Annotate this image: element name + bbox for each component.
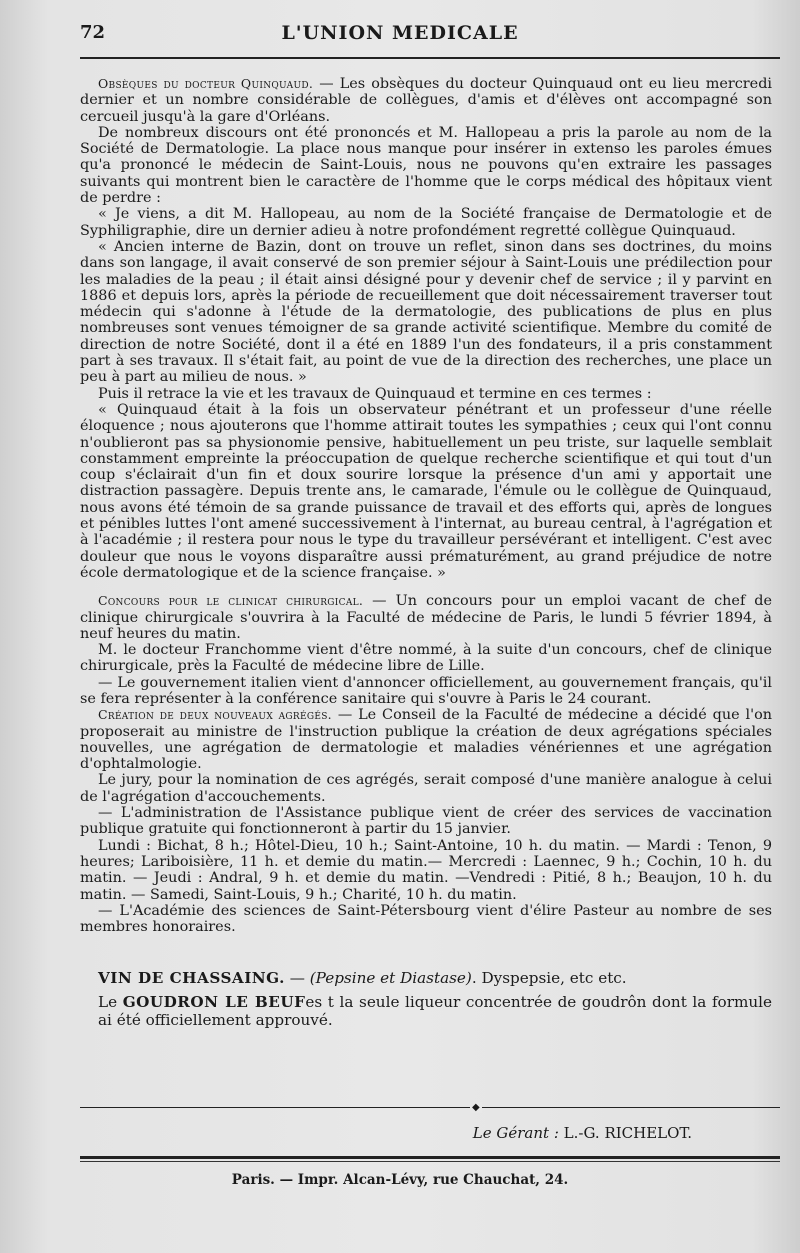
news-italie: — Le gouvernement italien vient d'annoncer officiellement, au gouvernement français, qu'il se fera représenter à la conférence sanitaire qui s'ouvre à Paris le 24 courant. — [80, 674, 772, 707]
obituary-paragraph-6: « Quinquaud était à la fois un observateur pénétrant et un professeur d'une réelle éloquence ; nous ajouterons que l'homme attirait toutes les sympathies ; ceux qui l'ont connu n'oublieront pas sa physionomie pensive, habituellement un peu triste, sur laquelle semblait constamment empreinte la préoccupation de quelque recherche scientifique et qui tout d'un coup s'éclairait d'un fin et doux sourire lorsque la présence d'un ami y apportait une distraction passagère. Depuis trente ans, le camarade, l'émule ou le collègue de Quinquaud, nous avons été témoin de sa grande puissance de travail et des efforts qui, après de longues et pénibles luttes l'ont amené successivement à l'internat, au bureau central, à l'agrégation et à l'académie ; il restera pour nous le type du travailleur persévérant et intelligent. C'est avec douleur que nous le voyons disparaître aussi prématurément, au grand préjudice de notre école dermatologique et de la science française. » — [80, 401, 772, 581]
news-academie: — L'Académie des sciences de Saint-Pétersbourg vient d'élire Pasteur au nombre de ses membres honoraires. — [80, 902, 772, 936]
creation-heading: Création de deux nouveaux agrégés. — [98, 707, 332, 723]
gerant-label: Le Gérant : — [472, 1124, 559, 1142]
section-gap — [80, 581, 772, 593]
concours-text: — Un concours pour un emploi vacant de chef de clinique chirurgicale s'ouvrira à la Faculté de médecine de Paris, le lundi 5 février 1894, à neuf heures du matin. — [80, 593, 773, 642]
page-number: 72 — [80, 22, 106, 43]
obituary-intro — [80, 76, 772, 125]
footer-rule-ornamented — [80, 1102, 780, 1113]
ad-vin-rest: . Dyspepsie, etc etc. — [471, 969, 627, 988]
ad-vin-dash: — — [284, 969, 310, 988]
news-concours — [80, 593, 772, 642]
ad-goudron-pre: Le — [98, 993, 123, 1012]
advertisements — [80, 969, 772, 1029]
ad-goudron-title: GOUDRON LE BEUF — [122, 993, 306, 1012]
gerant-name: L.-G. RICHELOT. — [563, 1124, 692, 1142]
footer-rule-thin — [80, 1161, 780, 1162]
obituary-paragraph-4: « Ancien interne de Bazin, dont on trouve un reflet, sinon dans ses doctrines, du moins dans son langage, il avait conservé de son premier séjour à Saint-Louis une prédilection pour les maladies de la peau ; il était ainsi désigné pour y devenir chef de service ; il y parvint en 1886 et depuis lors, après la période de recueillement que doit nécessairement traverser tout médecin qui s'adonne à l'étude de la dermatologie, des publications de plus en plus nombreuses sont venues témoigner de sa grande activité scientifique. Membre du comité de direction de notre Société, dont il a été en 1889 l'un des fondateurs, il a pris constamment part à ses travaux. Il s'était fait, au point de vue de la direction des recherches, une place un peu à part au milieu de nous. » — [80, 238, 772, 386]
obituary-intro-text: — Les obsèques du docteur Quinquaud ont eu lieu mercredi dernier et un nombre considérable de collègues, d'amis et d'élèves ont accompagné son cercueil jusqu'à la gare d'Orléans. — [80, 76, 773, 125]
article-body — [80, 76, 772, 1035]
obituary-paragraph-2: De nombreux discours ont été prononcés et M. Hallopeau a pris la parole au nom de la Société de Dermatologie. La place nous manque pour insérer in extenso les paroles émues qu'a prononcé le médecin de Saint-Louis, nous ne pouvons qu'en extraire les passages suivants qui montrent bien le caractère de l'homme que le corps médical des hôpitaux vient de perdre : — [80, 124, 772, 207]
news-jury: Le jury, pour la nomination de ces agrégés, serait composé d'une manière analogue à celui de l'agrégation d'accouchements. — [80, 772, 772, 805]
obituary-paragraph-3: « Je viens, a dit M. Hallopeau, au nom de la Société française de Dermatologie et de Syphiligraphie, dire un dernier adieu à notre profondément regretté collègue Quinquaud. — [80, 206, 772, 239]
journal-title: L'UNION MEDICALE — [281, 22, 519, 44]
rule-ornament-icon: ◆ — [472, 1102, 480, 1113]
header-rule — [80, 57, 780, 59]
obituary-paragraph-5: Puis il retrace la vie et les travaux de Quinquaud et termine en ces termes : — [98, 385, 652, 402]
creation-text: — Le Conseil de la Faculté de médecine a décidé que l'on proposerait au ministre de l'instruction publique la création de deux agrégations spéciales nouvelles, une agrégation de dermatologie et maladies vénériennes et une agrégation d'ophtalmologie. — [80, 707, 773, 773]
news-franchomme: M. le docteur Franchomme vient d'être nommé, à la suite d'un concours, chef de clinique chirurgicale, près la Faculté de médecine libre de Lille. — [80, 642, 772, 675]
obituary-heading: Obsèques du docteur Quinquaud. — [98, 76, 314, 91]
news-creation — [80, 707, 772, 772]
news-assistance: — L'administration de l'Assistance publique vient de créer des services de vaccination publique gratuite qui fonctionneront à partir du 15 janvier. — [80, 805, 772, 838]
footer-rule-thick — [80, 1156, 780, 1159]
ad-vin-title: VIN DE CHASSAING. — [98, 969, 285, 988]
ad-vin-paren: (Pepsine et Diastase) — [309, 969, 472, 988]
news-schedule: Lundi : Bichat, 8 h.; Hôtel-Dieu, 10 h.; Saint-Antoine, 10 h. du matin. — Mardi : Tenon, 9 heures; Lariboisière, 11 h. et demie du matin.— Mercredi : Laennec, 9 h.; Cochin, 10 h. du matin. — Jeudi : Andral, 9 h. et demie du matin. —Vendredi : Pitié, 8 h.; Beaujon, 10 h. du matin. — Samedi, Saint-Louis, 9 h.; Charité, 10 h. du matin. — [80, 837, 772, 903]
gerant-signature — [473, 1124, 692, 1142]
imprint-line: Paris. — Impr. Alcan-Lévy, rue Chauchat, 24. — [231, 1172, 569, 1188]
ad-goudron — [98, 993, 772, 1029]
page-header — [0, 18, 800, 48]
concours-heading: Concours pour le clinicat chirurgical. — [98, 593, 364, 609]
ad-goudron-rest: es t la seule liqueur concentrée de goudrôn dont la formule ai été officiellement approuvé. — [98, 993, 772, 1030]
ad-vin-chassaing — [98, 969, 772, 987]
